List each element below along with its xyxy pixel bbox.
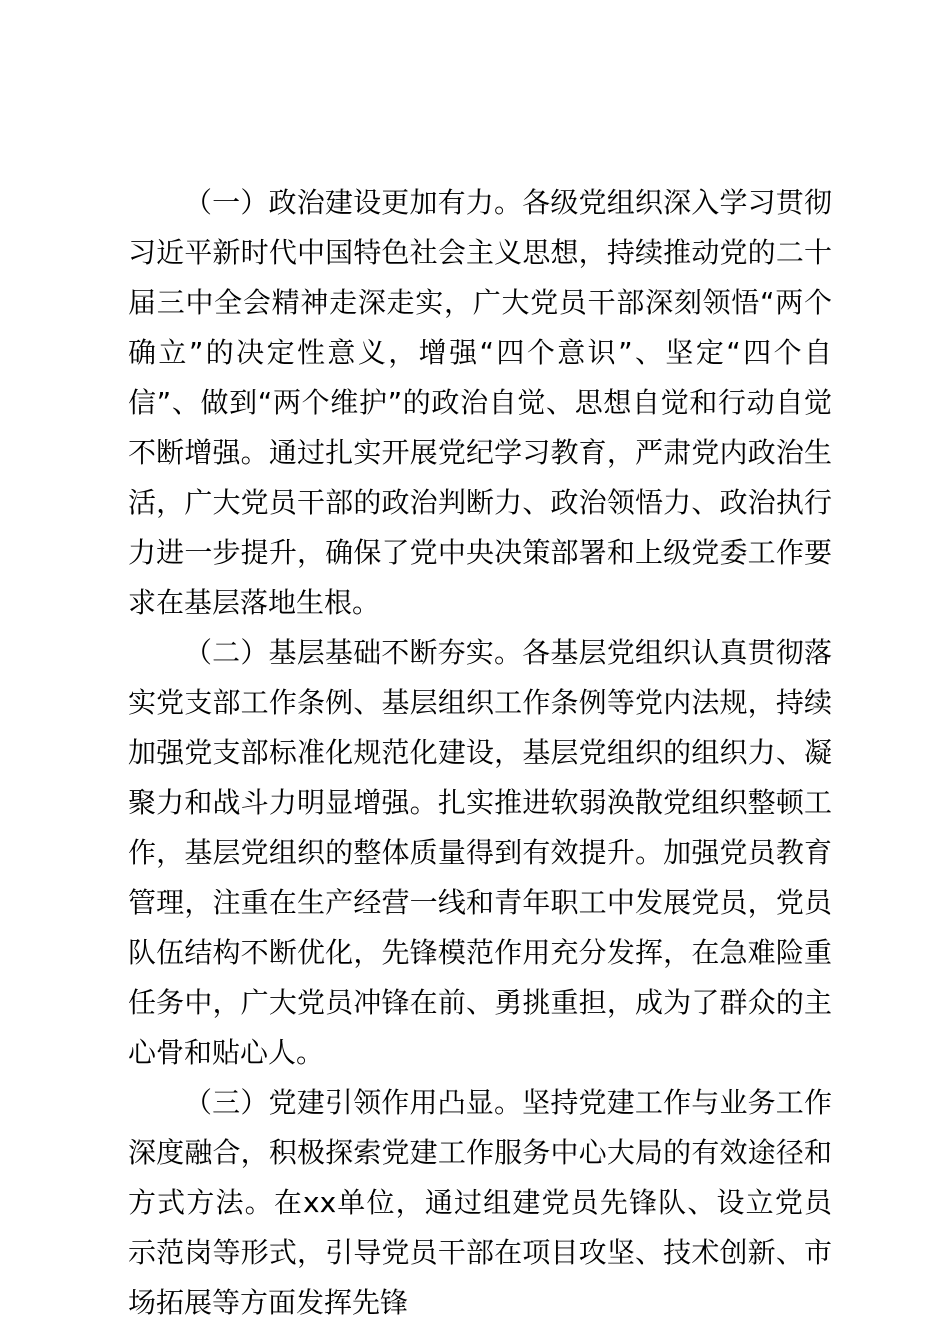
- paragraph-grassroots-foundation: （二）基层基础不断夯实。各基层党组织认真贯彻落实党支部工作条例、基层组织工作条例等党内法规，持续加强党支部标准化规范化建设，基层党组织的组织力、凝聚力和战斗力明显增强。扎实推进软弱涣散党组织整顿工作，基层党组织的整体质量得到有效提升。加强党员教育管理，注重在生产经营一线和青年职工中发展党员，党员队伍结构不断优化，先锋模范作用充分发挥，在急难险重任务中，广大党员冲锋在前、勇挑重担，成为了群众的主心骨和贴心人。: [128, 636, 832, 1069]
- paragraph-party-building-leadership: （三）党建引领作用凸显。坚持党建工作与业务工作深度融合，积极探索党建工作服务中心大局的有效途径和方式方法。在xx单位，通过组建党员先锋队、设立党员示范岗等形式，引导党员干部在项目攻坚、技术创新、市场拓展等方面发挥先锋: [128, 1086, 832, 1319]
- document-body: [128, 178, 832, 1328]
- paragraph-political-construction: （一）政治建设更加有力。各级党组织深入学习贯彻习近平新时代中国特色社会主义思想，持续推动党的二十届三中全会精神走深走实，广大党员干部深刻领悟“两个确立”的决定性意义，增强“四个意识”、坚定“四个自信”、做到“两个维护”的政治自觉、思想自觉和行动自觉不断增强。通过扎实开展党纪学习教育，严肃党内政治生活，广大党员干部的政治判断力、政治领悟力、政治执行力进一步提升，确保了党中央决策部署和上级党委工作要求在基层落地生根。: [128, 186, 832, 619]
